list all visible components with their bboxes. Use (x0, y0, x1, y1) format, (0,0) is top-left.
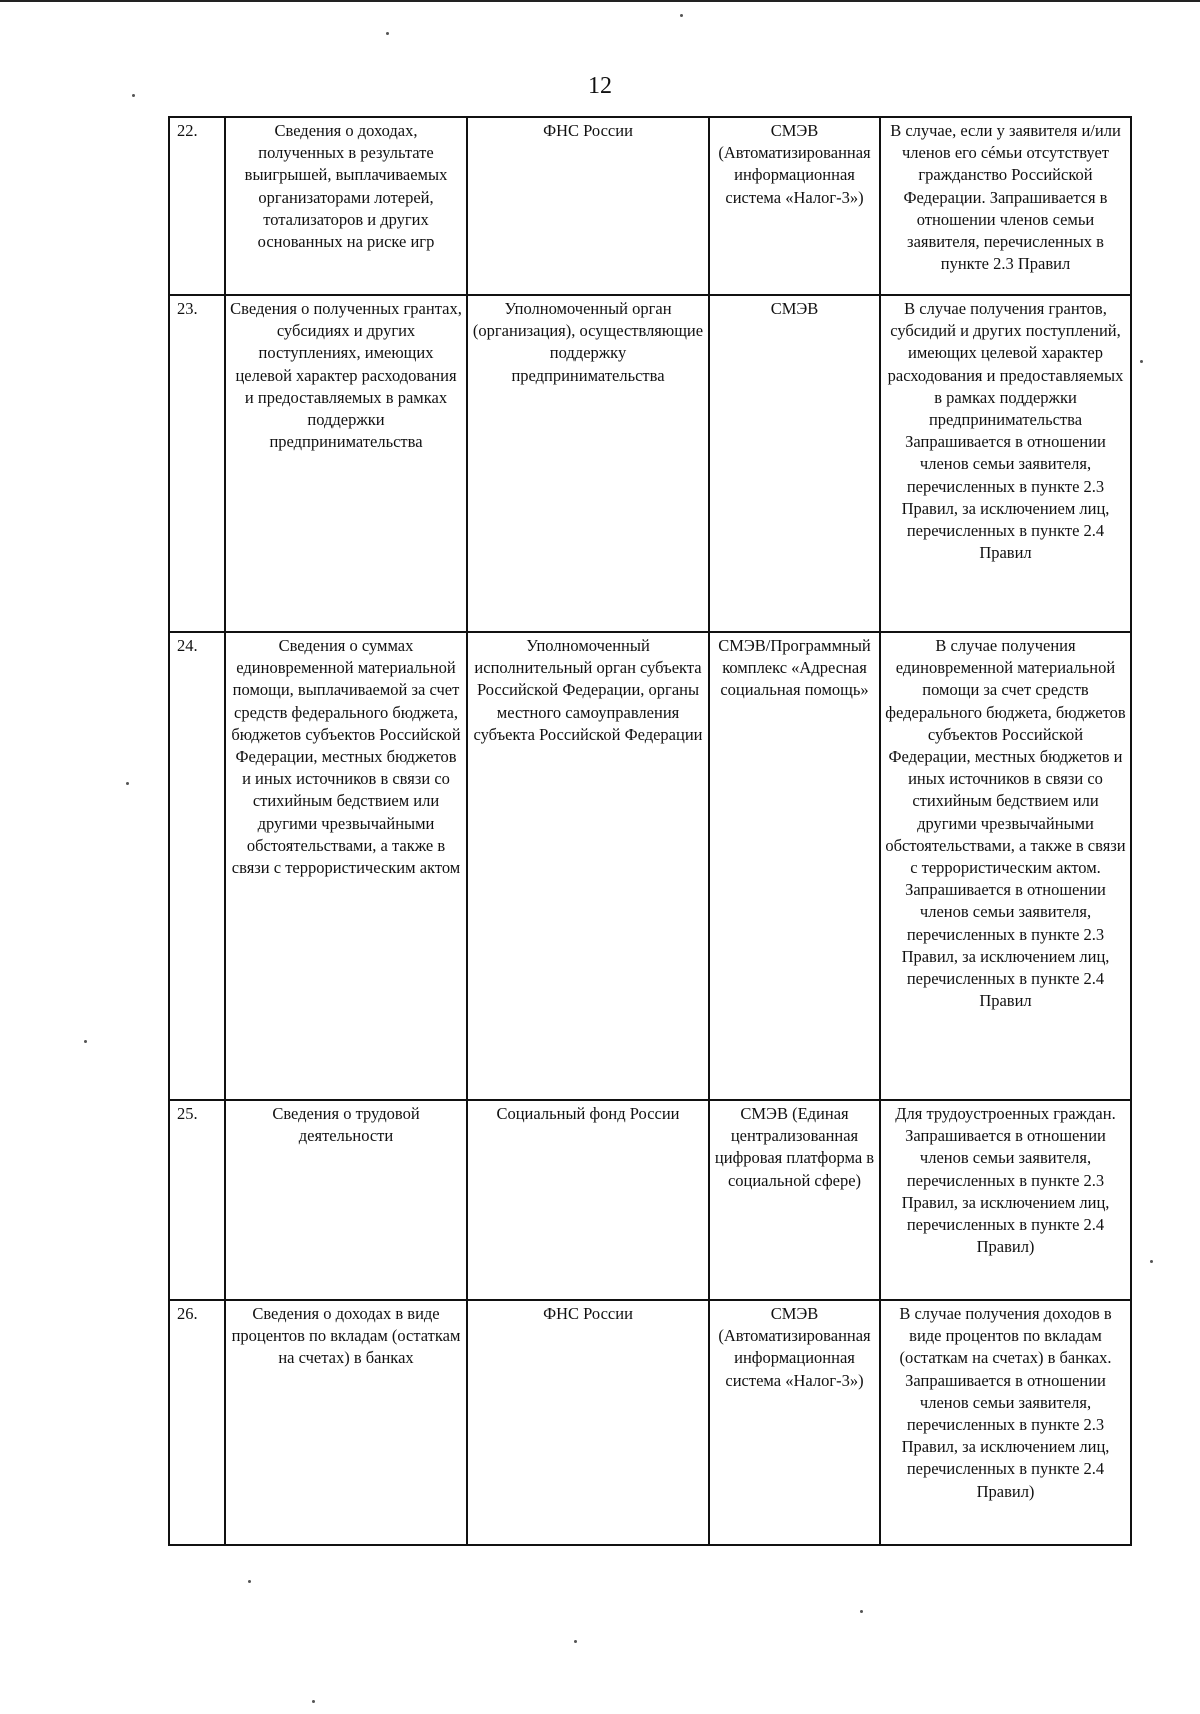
scan-speck (574, 1640, 577, 1643)
scan-speck (386, 32, 389, 35)
row-number: 23. (169, 295, 225, 632)
note-cell: В случае получения единовременной материальной помощи за счет средств федерального бюджета, бюджетов субъектов Российской Федерации, местных бюджетов и иных источников в связи со стихийным бедствием или другими чрезвычайными обстоятельствами, а также в связи с террористическим актом. Запрашивается в отношении членов семьи заявителя, перечисленных в пункте 2.3 Правил, за исключением лиц, перечисленных в пункте 2.4 Правил (880, 632, 1131, 1100)
channel-cell: СМЭВ/Программный комплекс «Адресная социальная помощь» (709, 632, 880, 1100)
table-row (169, 117, 1131, 295)
channel-cell: СМЭВ (Автоматизированная информационная система «Налог-3») (709, 1300, 880, 1545)
scan-speck (1150, 1260, 1153, 1263)
note-cell: В случае получения грантов, субсидий и других поступлений, имеющих целевой характер расходования и предоставляемых в рамках поддержки предпринимательства Запрашивается в отношении членов семьи заявителя, перечисленных в пункте 2.3 Правил, за исключением лиц, перечисленных в пункте 2.4 Правил (880, 295, 1131, 632)
info-cell: Сведения о полученных грантах, субсидиях и других поступлениях, имеющих целевой характер расходования и предоставляемых в рамках поддержки предпринимательства (225, 295, 467, 632)
provider-cell: Социальный фонд России (467, 1100, 709, 1300)
provider-cell: Уполномоченный орган (организация), осуществляющие поддержку предпринимательства (467, 295, 709, 632)
scan-speck (860, 1610, 863, 1613)
scan-speck (680, 14, 683, 17)
note-cell: В случае получения доходов в виде процентов по вкладам (остаткам на счетах) в банках. Запрашивается в отношении членов семьи заявителя, перечисленных в пункте 2.3 Правил, за исключением лиц, перечисленных в пункте 2.4 Правил) (880, 1300, 1131, 1545)
channel-cell: СМЭВ (Единая централизованная цифровая платформа в социальной сфере) (709, 1100, 880, 1300)
data-sources-table (168, 116, 1132, 1546)
scan-speck (248, 1580, 251, 1583)
note-cell: В случае, если у заявителя и/или членов его сéмьи отсутствует гражданство Российской Федерации. Запрашивается в отношении членов семьи заявителя, перечисленных в пункте 2.3 Правил (880, 117, 1131, 295)
table-row (169, 1300, 1131, 1545)
scan-speck (1140, 360, 1143, 363)
scan-speck (126, 782, 129, 785)
scan-speck (132, 94, 135, 97)
note-cell: Для трудоустроенных граждан. Запрашивается в отношении членов семьи заявителя, перечисленных в пункте 2.3 Правил, за исключением лиц, перечисленных в пункте 2.4 Правил) (880, 1100, 1131, 1300)
table-row (169, 1100, 1131, 1300)
table-row (169, 632, 1131, 1100)
row-number: 22. (169, 117, 225, 295)
info-cell: Сведения о суммах единовременной материальной помощи, выплачиваемой за счет средств федерального бюджета, бюджетов субъектов Российской Федерации, местных бюджетов и иных источников в связи со стихийным бедствием или другими чрезвычайными обстоятельствами, а также в связи с террористическим актом (225, 632, 467, 1100)
row-number: 25. (169, 1100, 225, 1300)
info-cell: Сведения о трудовой деятельности (225, 1100, 467, 1300)
info-cell: Сведения о доходах в виде процентов по вкладам (остаткам на счетах) в банках (225, 1300, 467, 1545)
scan-speck (84, 1040, 87, 1043)
channel-cell: СМЭВ (Автоматизированная информационная система «Налог-3») (709, 117, 880, 295)
provider-cell: ФНС России (467, 117, 709, 295)
table-row (169, 295, 1131, 632)
scan-speck (312, 1700, 315, 1703)
row-number: 26. (169, 1300, 225, 1545)
info-cell: Сведения о доходах, полученных в результате выигрышей, выплачиваемых организаторами лотерей, тотализаторов и других основанных на риске игр (225, 117, 467, 295)
row-number: 24. (169, 632, 225, 1100)
page-number: 12 (588, 73, 612, 99)
top-border-line (0, 0, 1200, 2)
provider-cell: Уполномоченный исполнительный орган субъекта Российской Федерации, органы местного самоуправления субъекта Российской Федерации (467, 632, 709, 1100)
provider-cell: ФНС России (467, 1300, 709, 1545)
channel-cell: СМЭВ (709, 295, 880, 632)
